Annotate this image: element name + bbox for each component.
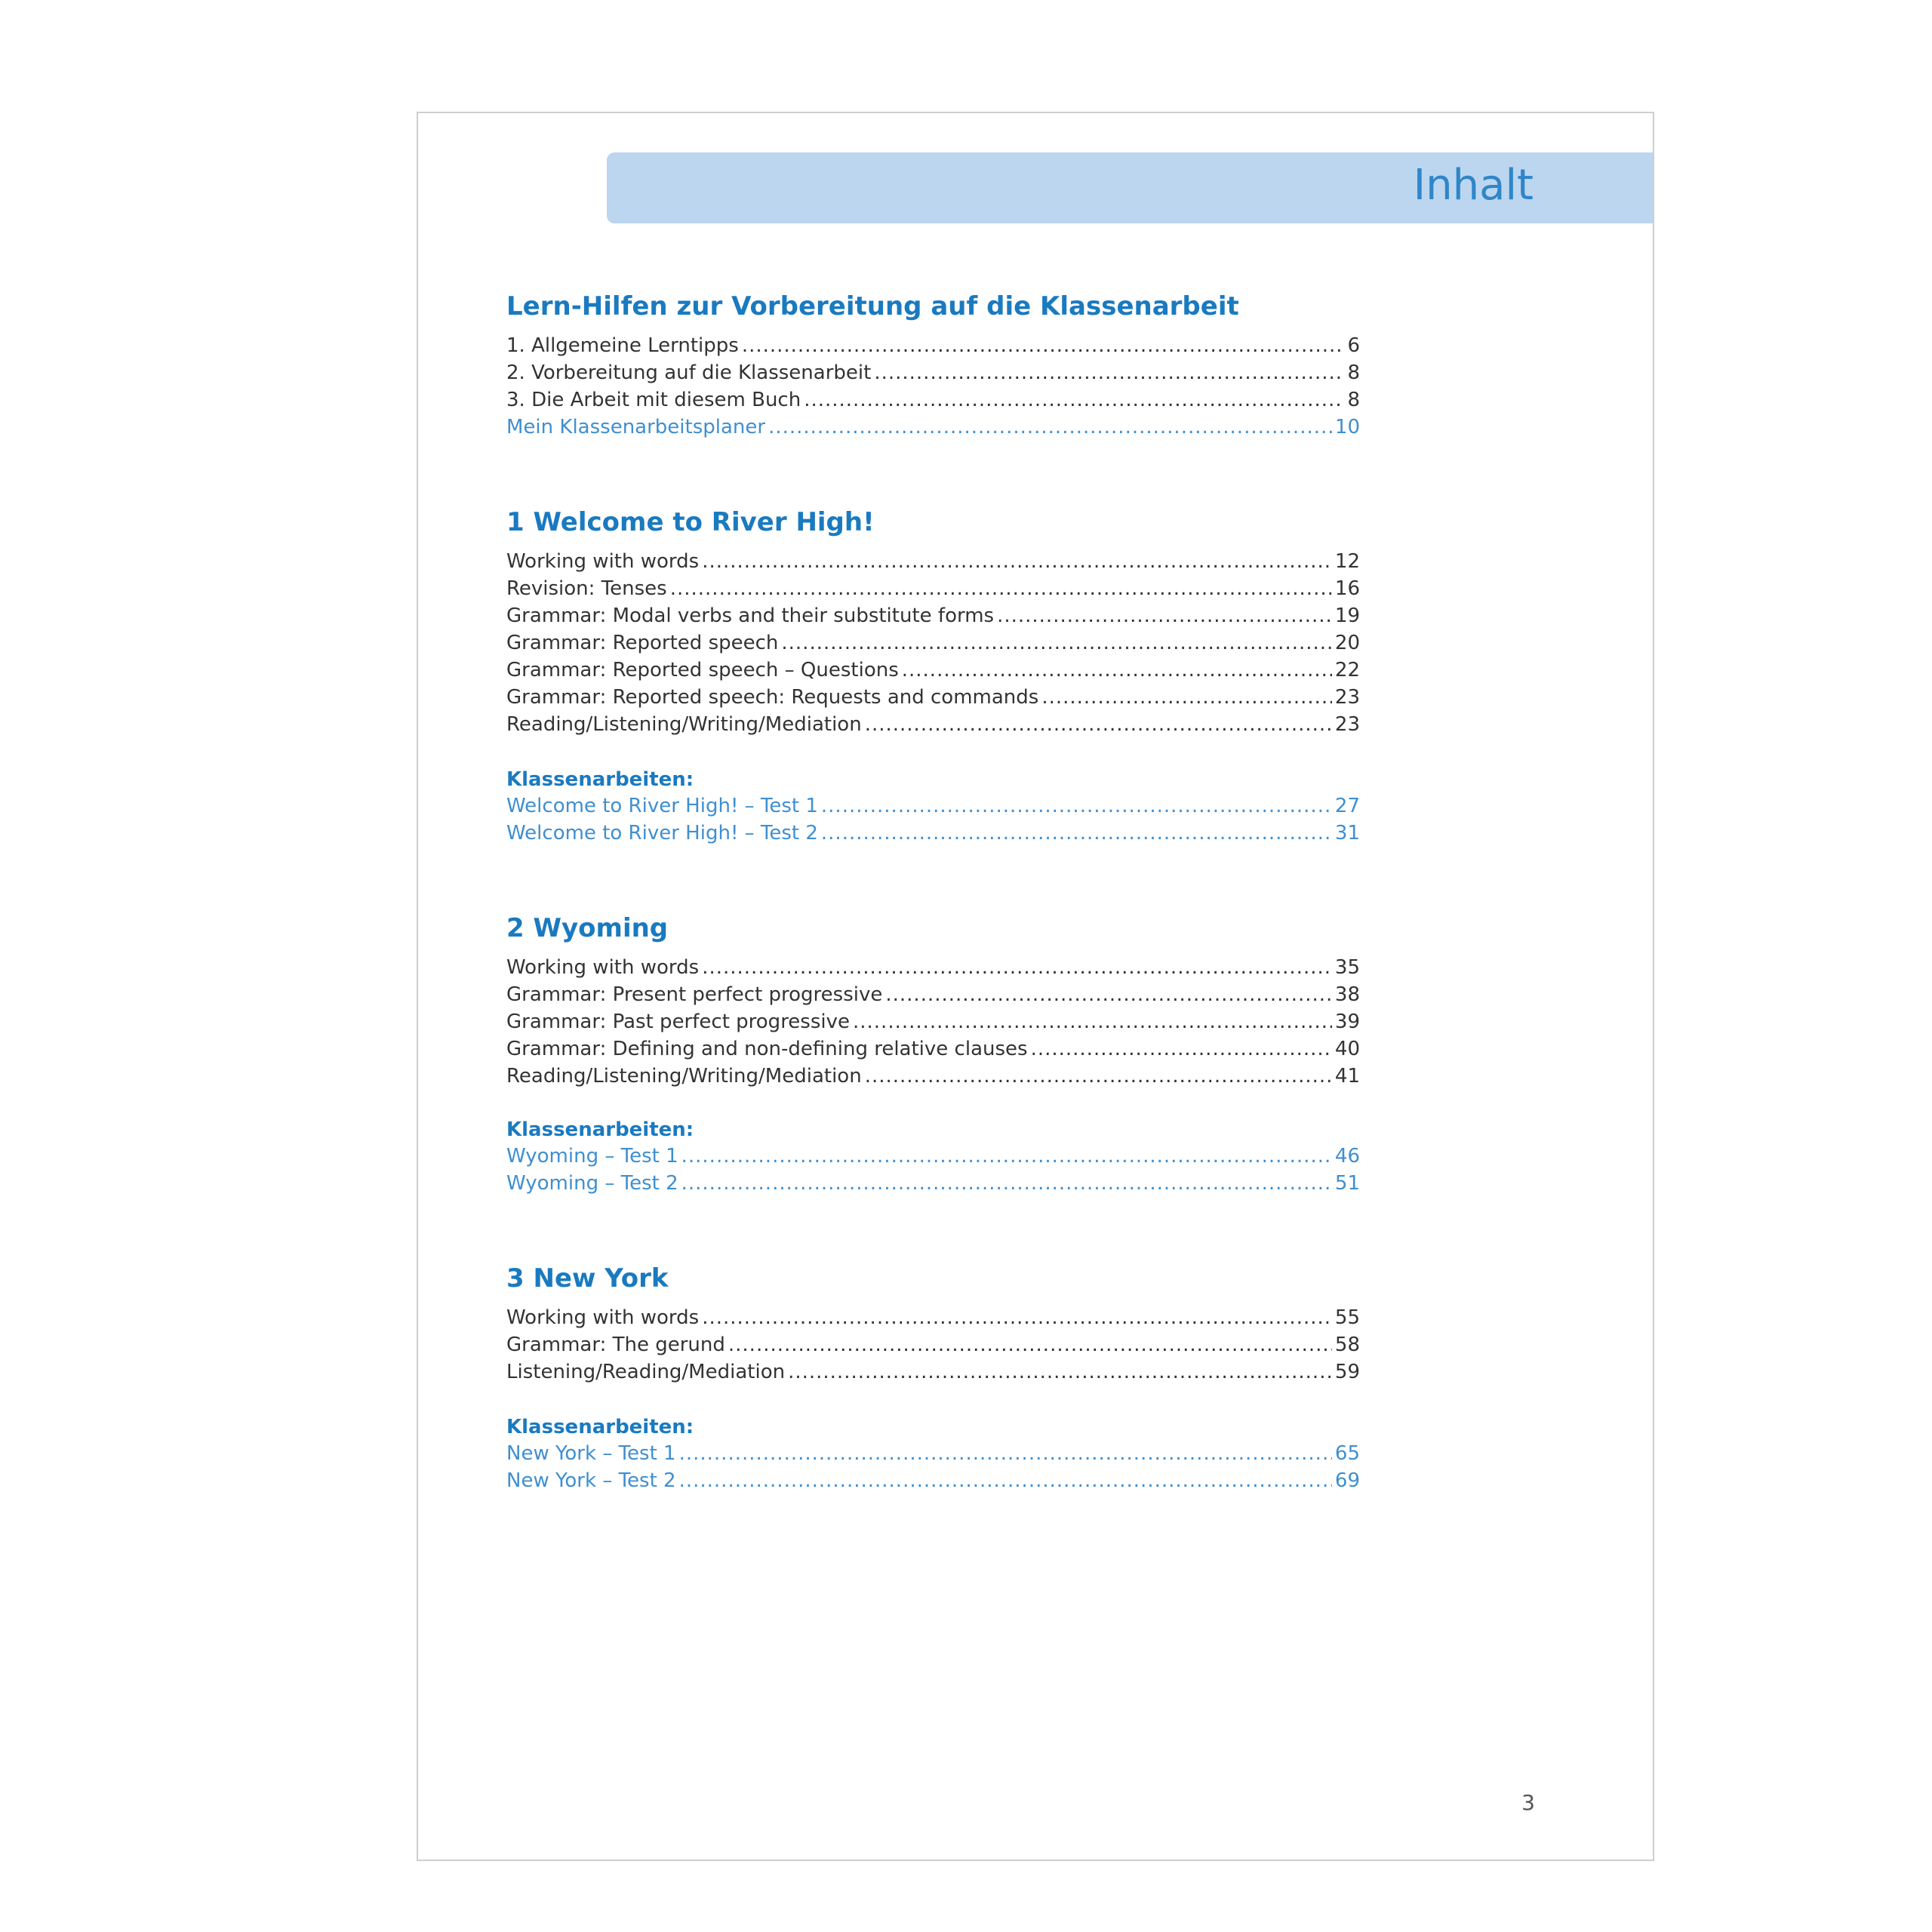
page-title: Inhalt: [1413, 161, 1534, 210]
toc-entry[interactable]: Grammar: Reported speech ..... 20: [506, 629, 1360, 657]
toc-test-entry[interactable]: Wyoming – Test 2 ..... 51: [506, 1170, 1360, 1197]
toc-entry[interactable]: Grammar: Reported speech: Requests and commands ..... 23: [506, 684, 1360, 711]
tests-heading: Klassenarbeiten:: [506, 768, 694, 791]
toc-entry[interactable]: Grammar: Modal verbs and their substitute forms ..... 19: [506, 602, 1360, 629]
toc-entry[interactable]: Reading/Listening/Writing/Mediation ..... 41: [506, 1063, 1360, 1090]
page-number: 3: [1521, 1790, 1535, 1815]
section-title: 1 Welcome to River High!: [506, 507, 875, 537]
document-page: [417, 112, 1654, 1861]
toc-entry[interactable]: Grammar: Past perfect progressive ..... 39: [506, 1008, 1360, 1035]
toc-entry[interactable]: Grammar: Reported speech – Questions ..... 22: [506, 657, 1360, 684]
toc-entry[interactable]: Reading/Listening/Writing/Mediation ..... 23: [506, 711, 1360, 738]
toc-entry[interactable]: Revision: Tenses ..... 16: [506, 575, 1360, 602]
toc-test-entry[interactable]: Wyoming – Test 1 ..... 46: [506, 1143, 1360, 1170]
toc-entry-planner[interactable]: Mein Klassenarbeitsplaner ..... 10: [506, 414, 1360, 441]
toc-entry[interactable]: Working with words ..... 55: [506, 1304, 1360, 1331]
toc-test-entry[interactable]: New York – Test 2 ..... 69: [506, 1467, 1360, 1494]
tests-heading: Klassenarbeiten:: [506, 1416, 694, 1438]
toc-test-entry[interactable]: Welcome to River High! – Test 2 ..... 31: [506, 820, 1360, 847]
toc-entry[interactable]: Grammar: Present perfect progressive ..... 38: [506, 981, 1360, 1008]
toc-entry[interactable]: Working with words ..... 12: [506, 548, 1360, 575]
section-title: 3 New York: [506, 1263, 669, 1294]
section-title: 2 Wyoming: [506, 913, 669, 943]
toc-entry[interactable]: Listening/Reading/Mediation ..... 59: [506, 1358, 1360, 1386]
toc-entry[interactable]: Working with words ..... 35: [506, 954, 1360, 981]
toc-entry[interactable]: 1. Allgemeine Lerntipps ..... 6: [506, 332, 1360, 359]
tests-heading: Klassenarbeiten:: [506, 1118, 694, 1141]
toc-test-entry[interactable]: Welcome to River High! – Test 1 ..... 27: [506, 792, 1360, 820]
toc-test-entry[interactable]: New York – Test 1 ..... 65: [506, 1440, 1360, 1467]
section-title: Lern-Hilfen zur Vorbereitung auf die Klassenarbeit: [506, 291, 1239, 321]
toc-entry[interactable]: 2. Vorbereitung auf die Klassenarbeit ..... 8: [506, 359, 1360, 386]
toc-entry[interactable]: Grammar: The gerund ..... 58: [506, 1331, 1360, 1358]
toc-entry[interactable]: Grammar: Defining and non-defining relative clauses ..... 40: [506, 1035, 1360, 1063]
toc-entry[interactable]: 3. Die Arbeit mit diesem Buch ..... 8: [506, 386, 1360, 414]
